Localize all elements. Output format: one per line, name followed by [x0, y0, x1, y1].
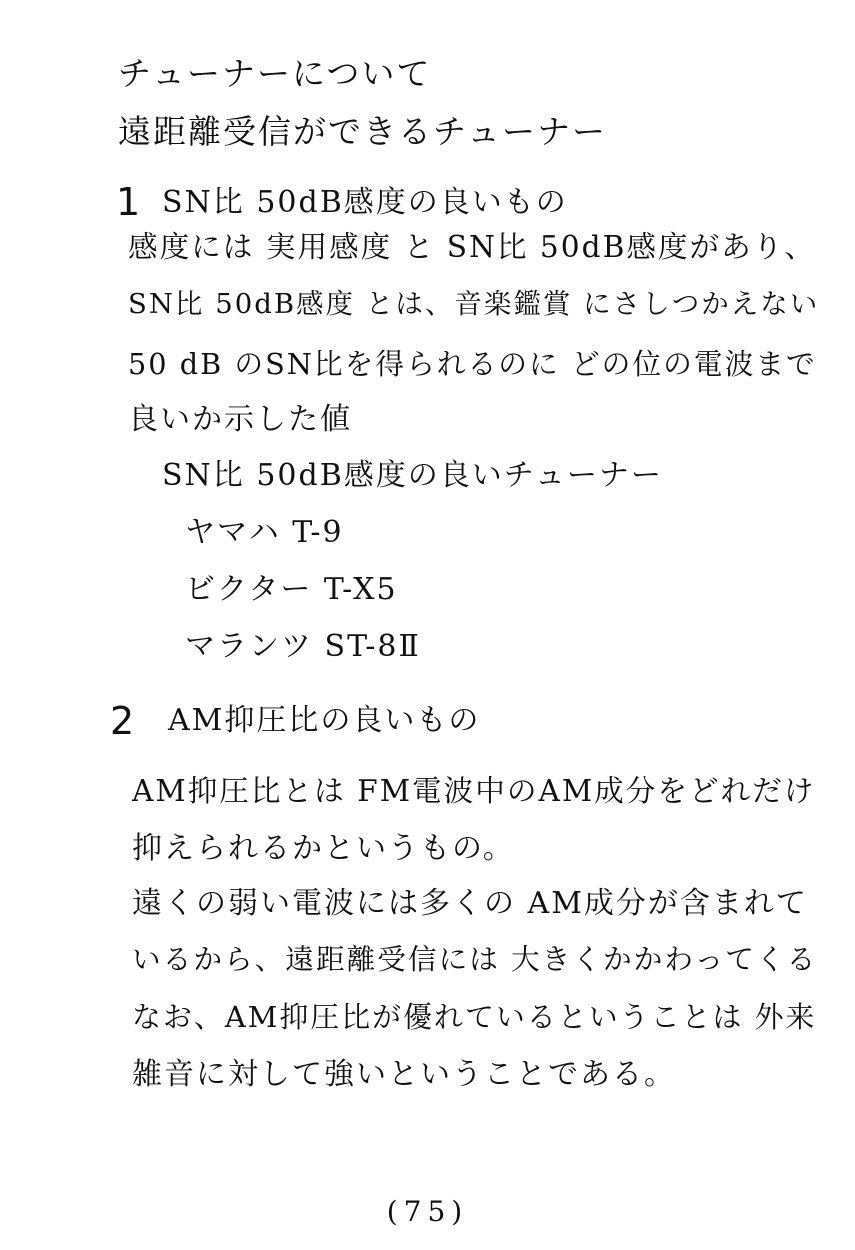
section-2-body-line-5: なお、AM抑圧比が優れているということは 外来: [132, 1000, 817, 1034]
section-2-number: 2: [110, 699, 135, 743]
section-2-body-line-4: いるから、遠距離受信には 大きくかかわってくる: [132, 942, 818, 976]
section-2-body-line-6: 雑音に対して強いということである。: [132, 1057, 676, 1092]
section-1-title: SN比 50dB感度の良いもの: [162, 185, 568, 220]
section-1-body-line-3: 50 dB のSN比を得られるのに どの位の電波まで: [128, 347, 817, 381]
section-2-title: AM抑圧比の良いもの: [168, 703, 481, 738]
tuner-list-title: SN比 50dB感度の良いチューナー: [162, 458, 663, 493]
section-2-body-line-3: 遠くの弱い電波には多くの AM成分が含まれて: [132, 886, 808, 921]
tuner-list-item: マランツ ST-8Ⅱ: [185, 629, 421, 664]
document-subtitle: 遠距離受信ができるチューナー: [118, 112, 608, 151]
section-1-body-line-2: SN比 50dB感度 とは、音楽鑑賞 にさしつかえない: [128, 288, 820, 320]
section-1-body-line-1: 感度には 実用感度 と SN比 50dB感度があり、: [128, 230, 816, 264]
tuner-list-item: ヤマハ T-9: [185, 515, 344, 550]
tuner-list-item: ビクター T-X5: [185, 572, 398, 607]
section-2-body-line-1: AM抑圧比とは FM電波中のAM成分をどれだけ: [132, 774, 816, 808]
section-2-body-line-2: 抑えられるかというもの。: [132, 831, 515, 866]
section-1-body-line-4: 良いか示した値: [128, 402, 352, 437]
section-1-number: 1: [116, 180, 141, 224]
page-number: (75): [386, 1195, 469, 1228]
document-title: チューナーについて: [118, 54, 432, 93]
